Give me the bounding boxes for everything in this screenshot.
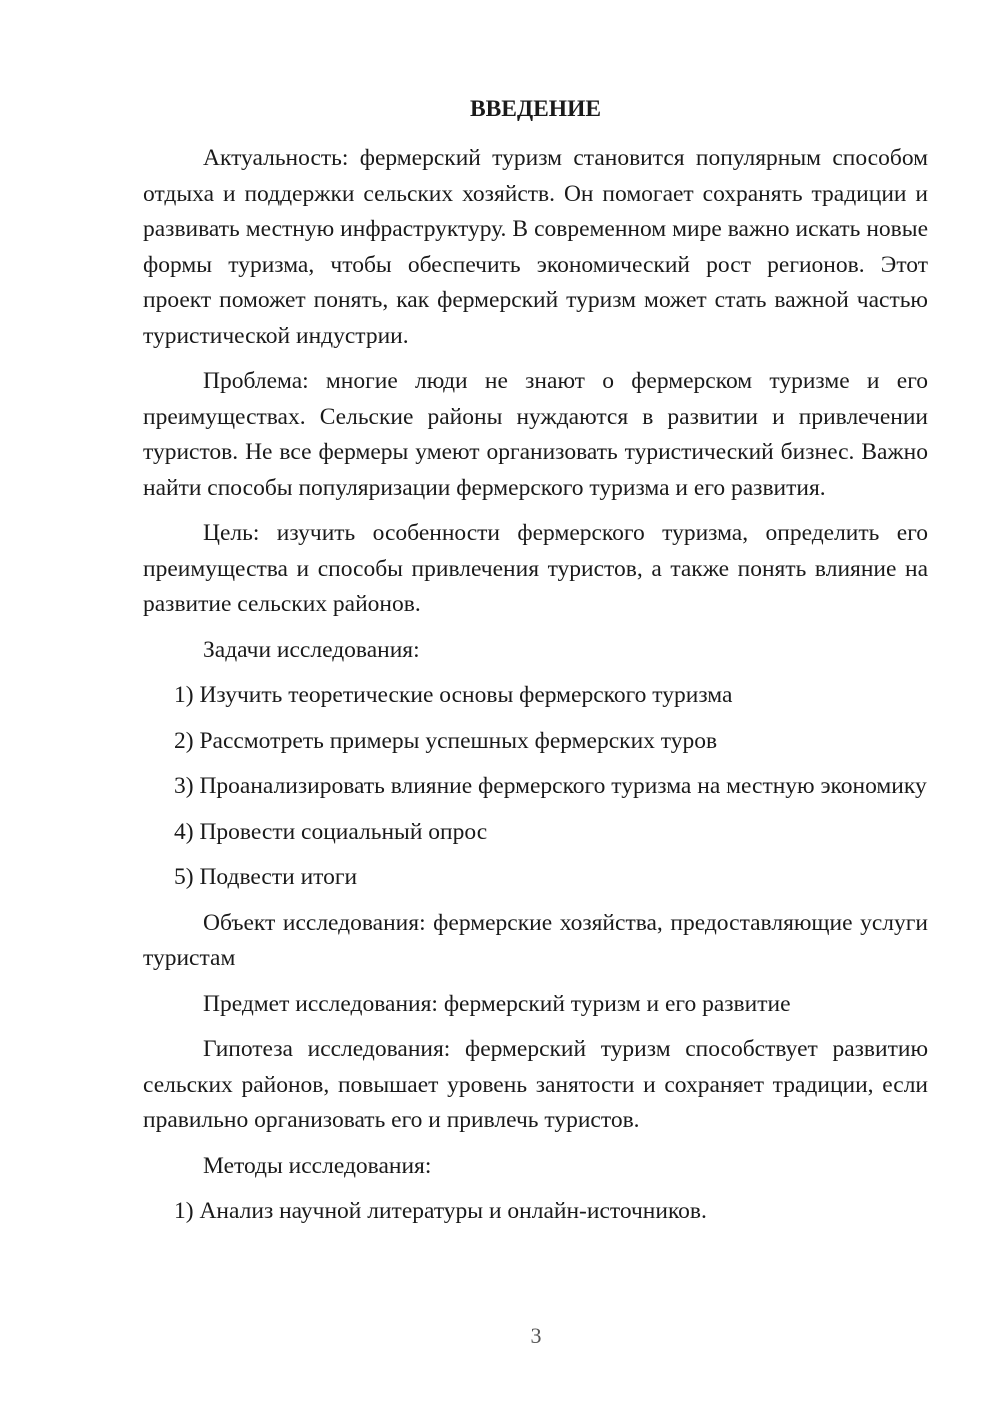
- task-item-4: 4) Провести социальный опрос: [174, 818, 488, 845]
- methods-title: Методы исследования:: [203, 1152, 432, 1179]
- task-item-5: 5) Подвести итоги: [174, 864, 358, 890]
- tasks-title: Задачи исследования:: [203, 636, 420, 663]
- section-heading: ВВЕДЕНИЕ: [469, 96, 602, 122]
- paragraph-object: Объект исследования: фермерские хозяйства, предоставляющие услуги туристам: [143, 909, 928, 971]
- task-item-2: 2) Рассмотреть примеры успешных фермерских туров: [174, 727, 718, 754]
- paragraph-subject: Предмет исследования: фермерский туризм и его развитие: [203, 990, 791, 1017]
- paragraph-relevance: Актуальность: фермерский туризм становится популярным способом отдыха и поддержки сельских хозяйств. Он помогает сохранять традиции и развивать местную инфраструктуру. В современном мире важно искать новые формы туризма, чтобы обеспечить экономический рост регионов. Этот проект поможет понять, как фермерский туризм может стать важной частью туристической индустрии.: [143, 145, 928, 349]
- document-page: [143, 92, 928, 1230]
- page-number: 3: [530, 1323, 542, 1348]
- paragraph-hypothesis: Гипотеза исследования: фермерский туризм способствует развитию сельских районов, повышает уровень занятости и сохраняет традиции, если правильно организовать его и привлечь туристов.: [143, 1036, 928, 1133]
- paragraph-goal: Цель: изучить особенности фермерского туризма, определить его преимущества и способы привлечения туристов, а также понять влияние на развитие сельских районов.: [143, 520, 928, 617]
- task-item-3: 3) Проанализировать влияние фермерского туризма на местную экономику: [174, 773, 927, 799]
- task-item-1: 1) Изучить теоретические основы фермерского туризма: [174, 682, 733, 708]
- paragraph-problem: Проблема: многие люди не знают о фермерском туризме и его преимуществах. Сельские районы нуждаются в развитии и привлечении туристов. Не все фермеры умеют организовать туристический бизнес. Важно найти способы популяризации фермерского туризма и его развития.: [143, 368, 928, 501]
- method-item-1: 1) Анализ научной литературы и онлайн-источников.: [174, 1198, 707, 1224]
